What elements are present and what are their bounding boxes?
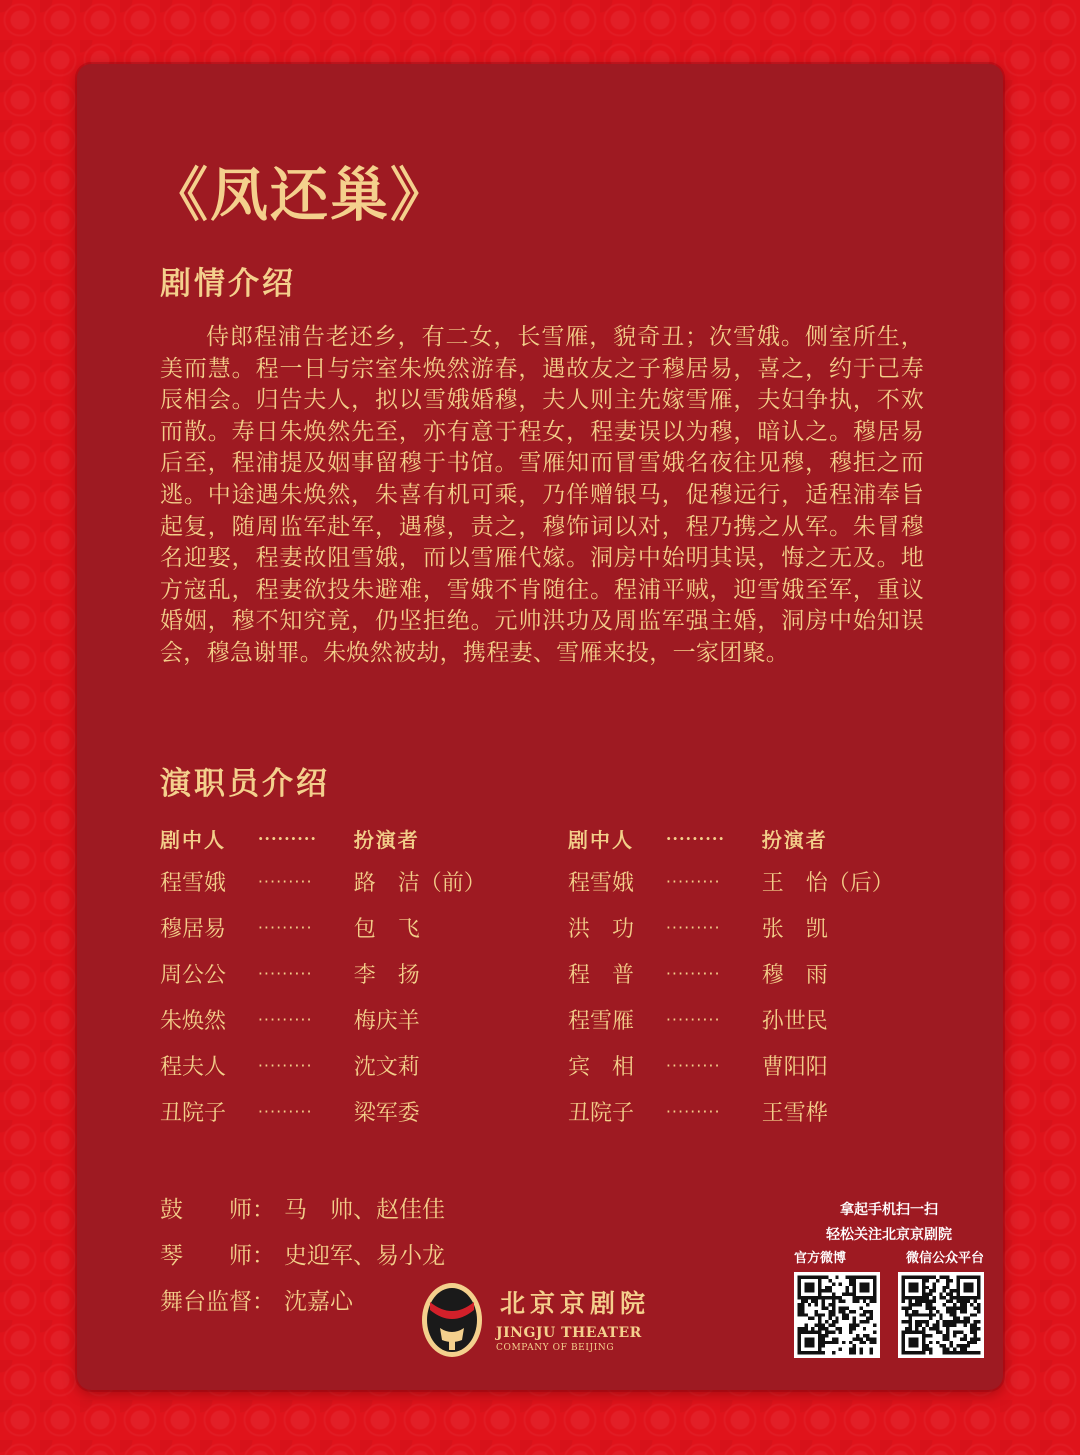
crew-names: 史迎军、易小龙 bbox=[284, 1242, 445, 1269]
logo-name-en-sub: COMPANY OF BEIJING bbox=[496, 1343, 615, 1353]
cast-header-role: 剧中人 bbox=[160, 827, 226, 852]
qr-label-weibo: 官方微博 bbox=[794, 1251, 847, 1266]
cast-row bbox=[160, 904, 520, 950]
cast-header bbox=[160, 818, 520, 858]
theater-logo bbox=[418, 1280, 668, 1360]
cast-list-right bbox=[568, 818, 928, 1134]
cast-actor: 王 怡（后） bbox=[761, 870, 894, 896]
qr-codes bbox=[794, 1272, 984, 1358]
crew-names: 马 帅、赵佳佳 bbox=[284, 1196, 445, 1223]
cast-header bbox=[568, 818, 928, 858]
cast-dots: ········· bbox=[257, 963, 313, 983]
crew-label: 鼓 师： bbox=[160, 1196, 275, 1223]
cast-row bbox=[568, 1088, 928, 1134]
cast-actor: 梁军委 bbox=[353, 1100, 420, 1126]
cast-header-role: 剧中人 bbox=[568, 827, 634, 852]
cast-role: 宾 相 bbox=[568, 1054, 635, 1080]
cast-row bbox=[160, 858, 520, 904]
cast-actor: 包 飞 bbox=[353, 916, 420, 942]
cast-row bbox=[568, 1042, 928, 1088]
cast-dots: ········· bbox=[665, 1055, 721, 1075]
logo-name-cn: 北京京剧院 bbox=[500, 1289, 651, 1318]
weibo-qr-code-icon[interactable] bbox=[794, 1272, 880, 1358]
cast-dots: ········· bbox=[665, 1101, 721, 1121]
cast-header-actor: 扮演者 bbox=[761, 827, 828, 852]
cast-row bbox=[568, 996, 928, 1042]
cast-actor: 沈文莉 bbox=[353, 1054, 420, 1080]
qr-prompt-line1: 拿起手机扫一扫 bbox=[840, 1202, 938, 1218]
cast-row bbox=[568, 858, 928, 904]
cast-dots: ········· bbox=[665, 871, 721, 891]
cast-role: 程雪娥 bbox=[160, 870, 227, 896]
cast-header-dots: ········· bbox=[665, 828, 725, 848]
qr-label-wechat: 微信公众平台 bbox=[905, 1251, 984, 1266]
wechat-qr-code-icon[interactable] bbox=[898, 1272, 984, 1358]
crew-label: 琴 师： bbox=[160, 1242, 275, 1269]
cast-header-dots: ········· bbox=[257, 828, 317, 848]
synopsis-text: 侍郎程浦告老还乡，有二女，长雪雁，貌奇丑；次雪娥。侧室所生，美而慧。程一日与宗室朱焕然游春，遇故友之子穆居易，喜之，约于己寿辰相会。归告夫人，拟以雪娥婚穆，夫人则主先嫁雪雁，夫妇争执，不欢而散。寿日朱焕然先至，亦有意于程女，程妻误以为穆，暗认之。穆居易后至，程浦提及姻事留穆于书馆。雪雁知而冒雪娥名夜往见穆，穆拒之而逃。中途遇朱焕然，朱喜有机可乘，乃佯赠银马，促穆远行，适程浦奉旨起复，随周监军赴军，遇穆，责之，穆饰词以对，程乃携之从军。朱冒穆名迎娶，程妻故阻雪娥，而以雪雁代嫁。洞房中始明其误，悔之无及。地方寇乱，程妻欲投朱避难，雪娥不肯随往。程浦平贼，迎雪娥至军，重议婚姻，穆不知究竟，仍坚拒绝。元帅洪功及周监军强主婚，洞房中始知误会，穆急谢罪。朱焕然被劫，携程妻、雪雁来投，一家团聚。 bbox=[160, 324, 924, 666]
cast-dots: ········· bbox=[257, 917, 313, 937]
crew-names: 沈嘉心 bbox=[284, 1288, 353, 1315]
cast-row bbox=[160, 950, 520, 996]
cast-role: 程 普 bbox=[568, 962, 635, 988]
cast-actor: 孙世民 bbox=[761, 1008, 828, 1034]
cast-header-actor: 扮演者 bbox=[353, 827, 420, 852]
play-title: 《凤还巢》 bbox=[150, 161, 451, 229]
cast-row bbox=[160, 1088, 520, 1134]
theater-emblem-icon bbox=[418, 1280, 488, 1360]
qr-section bbox=[794, 1198, 984, 1358]
cast-role: 程夫人 bbox=[160, 1054, 227, 1080]
cast-role: 洪 功 bbox=[568, 916, 635, 942]
cast-dots: ········· bbox=[665, 963, 721, 983]
cast-list-left bbox=[160, 818, 520, 1134]
crew-list bbox=[160, 1184, 445, 1322]
cast-dots: ········· bbox=[665, 1009, 721, 1029]
cast-actor: 路 洁（前） bbox=[353, 870, 486, 896]
cast-role: 穆居易 bbox=[160, 916, 227, 942]
cast-role: 程雪娥 bbox=[568, 870, 635, 896]
qr-prompt-line2: 轻松关注北京京剧院 bbox=[826, 1227, 952, 1243]
crew-row bbox=[160, 1276, 445, 1322]
cast-dots: ········· bbox=[665, 917, 721, 937]
cast-actor: 李 扬 bbox=[353, 962, 420, 988]
cast-dots: ········· bbox=[257, 1009, 313, 1029]
cast-row bbox=[160, 1042, 520, 1088]
crew-label: 舞台监督： bbox=[160, 1288, 275, 1315]
cast-actor: 曹阳阳 bbox=[761, 1054, 828, 1080]
crew-row bbox=[160, 1230, 445, 1276]
logo-name-en: JINGJU THEATER bbox=[496, 1325, 642, 1341]
cast-dots: ········· bbox=[257, 1101, 313, 1121]
cast-role: 周公公 bbox=[160, 962, 227, 988]
cast-row bbox=[568, 950, 928, 996]
cast-row bbox=[568, 904, 928, 950]
cast-role: 丑院子 bbox=[568, 1100, 635, 1126]
cast-role: 丑院子 bbox=[160, 1100, 227, 1126]
crew-row bbox=[160, 1184, 445, 1230]
qr-labels bbox=[794, 1248, 984, 1270]
cast-dots: ········· bbox=[257, 871, 313, 891]
cast-actor: 王雪桦 bbox=[761, 1100, 828, 1126]
cast-role: 程雪雁 bbox=[568, 1008, 635, 1034]
synopsis-heading: 剧情介绍 bbox=[160, 266, 296, 302]
cast-role: 朱焕然 bbox=[160, 1008, 227, 1034]
cast-dots: ········· bbox=[257, 1055, 313, 1075]
cast-actor: 梅庆羊 bbox=[353, 1008, 420, 1034]
cast-row bbox=[160, 996, 520, 1042]
cast-actor: 穆 雨 bbox=[761, 962, 828, 988]
cast-actor: 张 凯 bbox=[761, 916, 828, 942]
cast-heading: 演职员介绍 bbox=[160, 766, 330, 802]
